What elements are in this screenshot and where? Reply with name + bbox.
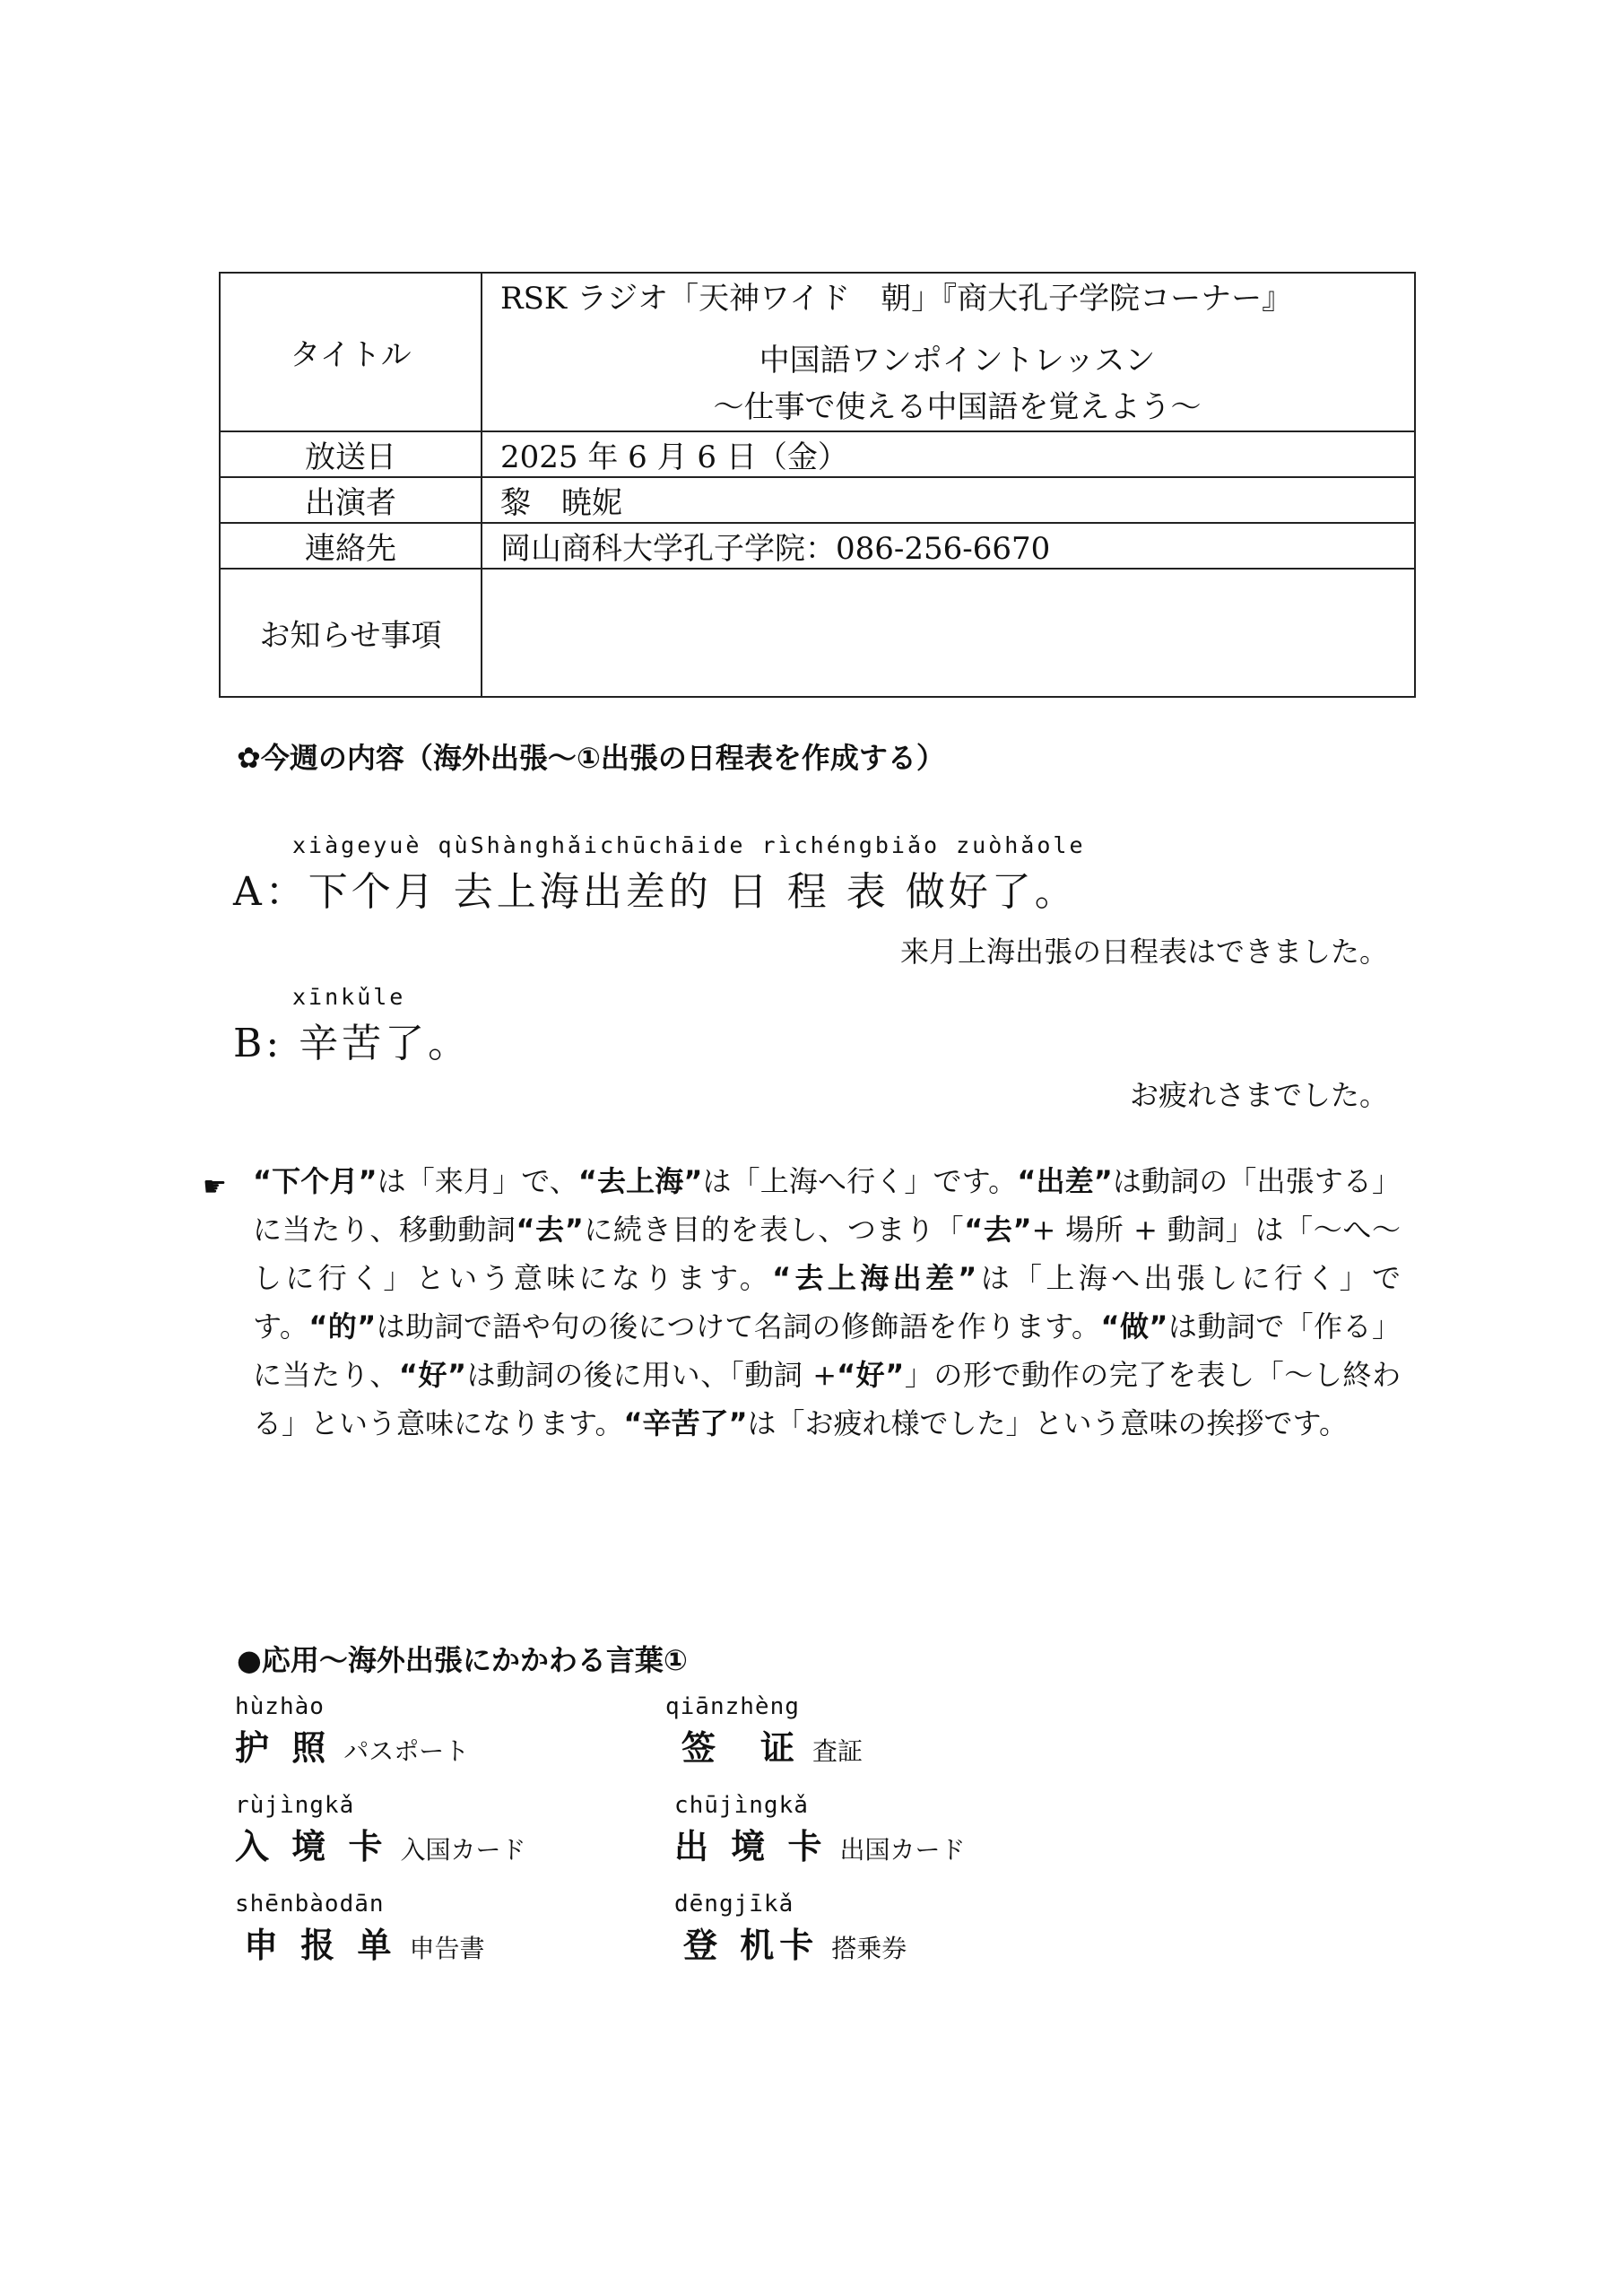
title-line-3: ～仕事で使える中国語を覚えよう～ (713, 389, 1202, 425)
explanation-term: “下个月” (253, 1164, 378, 1198)
vocab-word: 出 境 卡 (674, 1826, 828, 1866)
explanation-text: は動詞の後に用い、「動詞 + (466, 1358, 838, 1392)
dialog-b-translation: お疲れさまでした。 (1129, 1078, 1388, 1112)
row-contact (220, 523, 1415, 569)
vocab-pinyin: qiānzhèng (665, 1693, 800, 1720)
explanation-text: は「上海へ出張しに行く」です。 (253, 1261, 1401, 1344)
explanation-text: は動詞の「出張する」に当たり、移動動詞 (253, 1164, 1401, 1247)
title-line-1: RSK ラジオ「天神ワイド 朝」『商大孔子学院コーナー』 (500, 281, 1293, 317)
vocab-item (674, 1792, 965, 1868)
explanation-text: は「上海へ行く」です。 (702, 1164, 1018, 1198)
explanation-text: は「お疲れ様でした」という意味の挨拶です。 (747, 1406, 1348, 1440)
vocab-meaning: 申告書 (409, 1934, 485, 1963)
explanation-term: “出差” (1017, 1164, 1113, 1198)
explanation-text: は動詞で「作る」に当たり、 (253, 1309, 1401, 1392)
vocab-pinyin: hùzhào (235, 1693, 325, 1720)
explanation-term: “的” (308, 1309, 377, 1344)
value-notice (482, 569, 1415, 697)
explanation-text: 」の形で動作の完了を表し「～し終わる」という意味になります。 (253, 1358, 1401, 1440)
vocab-word: 护 照 (235, 1727, 332, 1768)
vocab-pinyin: rùjìngkǎ (235, 1792, 355, 1819)
value-title (482, 273, 1415, 431)
dialog-a-pinyin: xiàgeyuè qùShànghǎichūchāide rìchéngbiǎo zuòhǎole (292, 832, 1086, 858)
value-performer: 黎 暁妮 (482, 477, 1415, 523)
label-performer: 出演者 (220, 477, 482, 523)
section-heading-vocabulary: ●応用～海外出張にかかわる言葉① (237, 1643, 689, 1677)
explanation-term: “好” (398, 1358, 467, 1392)
vocab-meaning: 入国カード (400, 1835, 526, 1865)
vocab-meaning: 搭乗券 (831, 1934, 907, 1963)
explanation-term: “去” (964, 1213, 1032, 1247)
vocab-meaning: 出国カード (839, 1835, 966, 1865)
vocab-pinyin: chūjìngkǎ (674, 1792, 809, 1819)
section-heading-weekly-content: ✿今週の内容（海外出張～①出張の日程表を作成する） (237, 741, 945, 775)
vocab-word: 申 报 单 (244, 1925, 397, 1965)
explanation-text: + 場所 + 動詞」は「～へ～しに行く」という意味になります。 (253, 1213, 1401, 1295)
pointing-hand-icon: ☛ (203, 1171, 227, 1203)
vocab-item (674, 1891, 907, 1967)
dialog-b-text: B: 辛苦了。 (233, 1021, 472, 1066)
row-broadcast-date (220, 431, 1415, 477)
explanation-text: は「来月」で、 (377, 1164, 578, 1198)
explanation-term: “好” (837, 1358, 905, 1392)
explanation-text: は助詞で語や句の後につけて名詞の修飾語を作ります。 (376, 1309, 1101, 1344)
vocab-word: 登 机卡 (683, 1925, 820, 1965)
vocab-item (665, 1693, 863, 1770)
value-contact: 岡山商科大学孔子学院：086-256-6670 (482, 523, 1415, 569)
explanation-term: “去上海出差” (772, 1261, 977, 1295)
vocab-item (235, 1891, 484, 1967)
row-title (220, 273, 1415, 431)
label-broadcast-date: 放送日 (220, 431, 482, 477)
vocab-item (235, 1693, 469, 1770)
explanation-paragraph (253, 1157, 1401, 1448)
vocab-word: 签 证 (681, 1727, 801, 1768)
explanation-term: “做” (1100, 1309, 1168, 1344)
explanation-term: “去上海” (577, 1164, 703, 1198)
label-title: タイトル (220, 273, 482, 431)
info-table (219, 272, 1416, 698)
label-contact: 連絡先 (220, 523, 482, 569)
value-broadcast-date: 2025 年 6 月 6 日（金） (482, 431, 1415, 477)
vocab-item (235, 1792, 525, 1868)
row-notice (220, 569, 1415, 697)
dialog-a-text: A：下个月 去上海出差的 日 程 表 做好了。 (233, 869, 1078, 915)
dialog-b-pinyin: xīnkǔle (292, 984, 406, 1010)
vocab-pinyin: shēnbàodān (235, 1891, 385, 1918)
explanation-text: に続き目的を表し、つまり「 (583, 1213, 965, 1247)
row-performer (220, 477, 1415, 523)
vocab-meaning: 査証 (812, 1736, 864, 1766)
explanation-term: “去” (516, 1213, 584, 1247)
vocab-word: 入 境 卡 (235, 1826, 388, 1866)
dialog-a-translation: 来月上海出張の日程表はできました。 (899, 935, 1388, 969)
explanation-term: “辛苦了” (623, 1406, 748, 1440)
vocab-pinyin: dēngjīkǎ (674, 1891, 794, 1918)
vocab-meaning: パスポート (343, 1736, 470, 1766)
label-notice: お知らせ事項 (220, 569, 482, 697)
title-line-2: 中国語ワンポイントレッスン (759, 343, 1156, 378)
